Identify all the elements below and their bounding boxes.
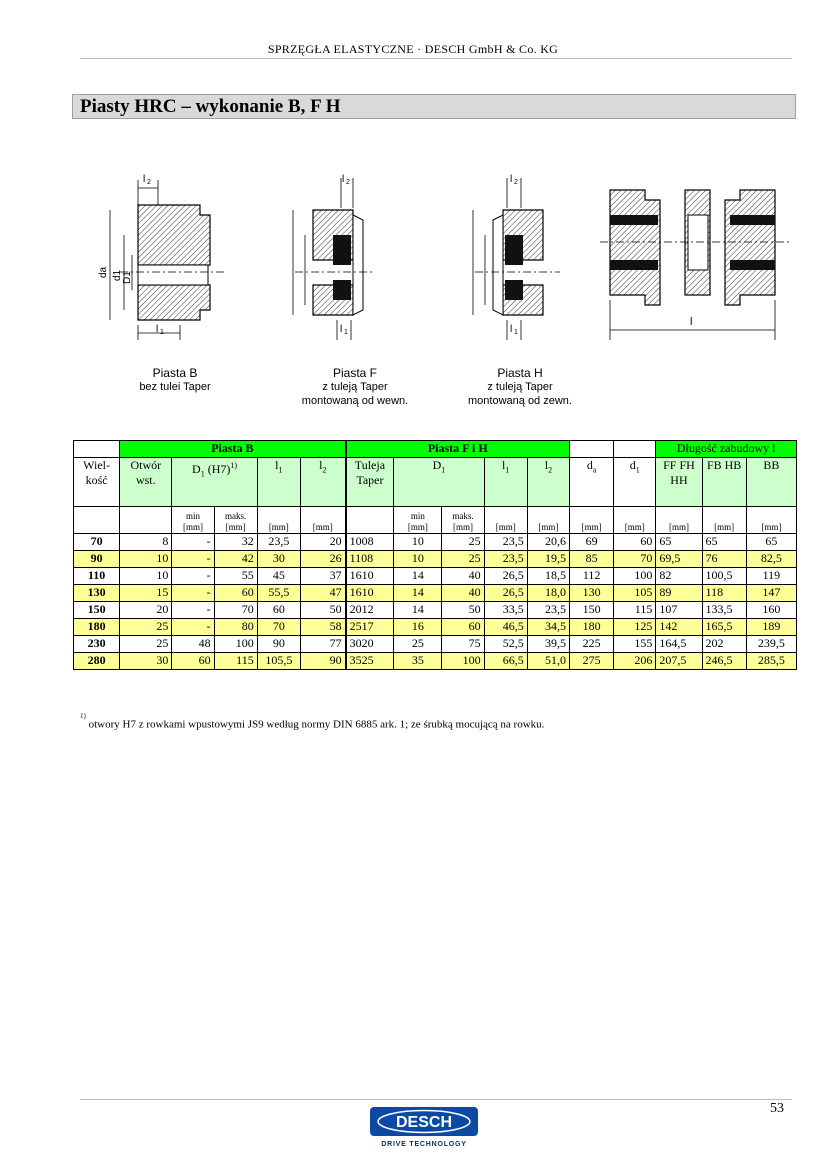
svg-text:l: l — [340, 324, 343, 335]
cell-ff: 65 — [656, 534, 702, 551]
cell-l2: 77 — [300, 636, 345, 653]
cell-tuleja: 1610 — [346, 585, 394, 602]
cell-dmin: - — [172, 568, 214, 585]
cell-fl1: 26,5 — [484, 568, 527, 585]
table-body — [74, 534, 797, 670]
svg-text:D1: D1 — [122, 271, 133, 284]
cell-fl1: 23,5 — [484, 534, 527, 551]
cell-fl1: 26,5 — [484, 585, 527, 602]
cell-d1: 206 — [614, 653, 656, 670]
cell-size: 180 — [74, 619, 120, 636]
table-column-header — [74, 458, 797, 507]
col-len-bb: BB — [746, 458, 796, 507]
header-rule — [80, 58, 792, 59]
cell-d1: 155 — [614, 636, 656, 653]
cell-otwor: 25 — [120, 636, 172, 653]
cell-l1: 23,5 — [257, 534, 300, 551]
caption-piasta-f-title: Piasta F — [332, 366, 377, 380]
cell-da: 130 — [570, 585, 614, 602]
desch-logo-svg — [368, 1106, 480, 1150]
table-row — [74, 585, 797, 602]
cell-bb: 65 — [746, 534, 796, 551]
drawing-assembly — [600, 190, 790, 340]
cell-fl2: 19,5 — [527, 551, 569, 568]
cell-da: 275 — [570, 653, 614, 670]
cell-fmin: 35 — [394, 653, 442, 670]
caption-piasta-h-title: Piasta H — [497, 366, 543, 380]
cell-da: 69 — [570, 534, 614, 551]
cell-dmin: - — [172, 619, 214, 636]
page-number: 53 — [770, 1101, 784, 1116]
svg-text:da: da — [98, 266, 109, 278]
cell-dmin: - — [172, 551, 214, 568]
caption-piasta-b — [115, 366, 235, 394]
cell-fb: 133,5 — [702, 602, 746, 619]
cell-size: 230 — [74, 636, 120, 653]
cell-ff: 107 — [656, 602, 702, 619]
cell-fl2: 23,5 — [527, 602, 569, 619]
cell-fmin: 25 — [394, 636, 442, 653]
cell-bb: 82,5 — [746, 551, 796, 568]
cell-dmin: 60 — [172, 653, 214, 670]
cell-d1: 100 — [614, 568, 656, 585]
cell-bb: 189 — [746, 619, 796, 636]
cell-ff: 164,5 — [656, 636, 702, 653]
col-l2-b: $l_2$ — [300, 458, 345, 507]
cell-fmin: 16 — [394, 619, 442, 636]
cell-l2: 90 — [300, 653, 345, 670]
cell-fl1: 66,5 — [484, 653, 527, 670]
table-row — [74, 551, 797, 568]
cell-bb: 239,5 — [746, 636, 796, 653]
desch-logo — [368, 1106, 480, 1150]
svg-text:l: l — [510, 174, 513, 185]
col-l1-b: $l_1$ — [257, 458, 300, 507]
col-l1-fh: $l_1$ — [484, 458, 527, 507]
cell-bb: 119 — [746, 568, 796, 585]
footnote-mark: 1) — [80, 712, 86, 720]
svg-text:2: 2 — [147, 179, 151, 186]
cell-tuleja: 3020 — [346, 636, 394, 653]
cell-l1: 30 — [257, 551, 300, 568]
section-title: Piasty HRC – wykonanie B, F H — [72, 94, 796, 119]
cell-bb: 285,5 — [746, 653, 796, 670]
caption-piasta-b-title: Piasta B — [152, 366, 198, 380]
cell-fb: 165,5 — [702, 619, 746, 636]
cell-size: 130 — [74, 585, 120, 602]
cell-l1: 70 — [257, 619, 300, 636]
col-da: $d_a$ — [570, 458, 614, 507]
col-l2-fh: $l_2$ — [527, 458, 569, 507]
svg-text:l: l — [510, 324, 513, 335]
cell-l2: 26 — [300, 551, 345, 568]
cell-dmax: 70 — [214, 602, 257, 619]
running-header: SPRZĘGŁA ELASTYCZNE · DESCH GmbH & Co. KG — [267, 42, 559, 56]
caption-piasta-h — [455, 366, 585, 408]
cell-dmax: 42 — [214, 551, 257, 568]
cell-l1: 55,5 — [257, 585, 300, 602]
col-d1: $d_1$ — [614, 458, 656, 507]
cell-fmax: 75 — [442, 636, 484, 653]
table-unit-row: min [mm] maks. [mm] [mm] [mm] min [mm] maks. [mm] [mm] [mm] [mm] [mm] [mm] [mm] [mm] — [74, 507, 797, 534]
cell-tuleja: 1008 — [346, 534, 394, 551]
cell-otwor: 20 — [120, 602, 172, 619]
cell-fb: 65 — [702, 534, 746, 551]
cell-tuleja: 1610 — [346, 568, 394, 585]
caption-piasta-f — [290, 366, 420, 408]
cell-fl1: 52,5 — [484, 636, 527, 653]
svg-text:1: 1 — [514, 329, 518, 336]
cell-da: 112 — [570, 568, 614, 585]
cell-bb: 147 — [746, 585, 796, 602]
cell-l1: 60 — [257, 602, 300, 619]
cell-fmin: 10 — [394, 534, 442, 551]
cell-l2: 47 — [300, 585, 345, 602]
cell-ff: 69,5 — [656, 551, 702, 568]
cell-ff: 207,5 — [656, 653, 702, 670]
table-row — [74, 619, 797, 636]
cell-fb: 76 — [702, 551, 746, 568]
cell-fmin: 10 — [394, 551, 442, 568]
cell-fmin: 14 — [394, 602, 442, 619]
svg-text:1: 1 — [160, 329, 164, 336]
cell-fl1: 23,5 — [484, 551, 527, 568]
cell-da: 150 — [570, 602, 614, 619]
drawing-piasta-b — [98, 174, 225, 340]
cell-fmin: 14 — [394, 585, 442, 602]
drawing-piasta-h — [473, 174, 560, 340]
cell-dmin: 48 — [172, 636, 214, 653]
technical-drawings — [70, 160, 800, 420]
cell-fb: 100,5 — [702, 568, 746, 585]
cell-fb: 202 — [702, 636, 746, 653]
cell-fmax: 40 — [442, 568, 484, 585]
cell-l2: 37 — [300, 568, 345, 585]
cell-l1: 105,5 — [257, 653, 300, 670]
cell-size: 280 — [74, 653, 120, 670]
cell-l2: 58 — [300, 619, 345, 636]
cell-dmax: 32 — [214, 534, 257, 551]
col-tuleja: Tuleja Taper — [346, 458, 394, 507]
drawing-piasta-f — [293, 174, 375, 340]
table-row — [74, 602, 797, 619]
cell-otwor: 8 — [120, 534, 172, 551]
cell-fl1: 46,5 — [484, 619, 527, 636]
cell-tuleja: 2012 — [346, 602, 394, 619]
cell-tuleja: 3525 — [346, 653, 394, 670]
cell-fb: 118 — [702, 585, 746, 602]
cell-dmax: 115 — [214, 653, 257, 670]
svg-text:2: 2 — [514, 179, 518, 186]
cell-otwor: 10 — [120, 568, 172, 585]
cell-bb: 160 — [746, 602, 796, 619]
cell-d1: 70 — [614, 551, 656, 568]
caption-piasta-f-line3: montowaną od wewn. — [301, 395, 409, 407]
cell-fb: 246,5 — [702, 653, 746, 670]
cell-d1: 115 — [614, 602, 656, 619]
label-l2-b: l — [143, 174, 146, 185]
cell-ff: 142 — [656, 619, 702, 636]
cell-fmax: 100 — [442, 653, 484, 670]
cell-fmax: 40 — [442, 585, 484, 602]
caption-piasta-b-subtitle: bez tulei Taper — [139, 381, 211, 393]
cell-dmax: 80 — [214, 619, 257, 636]
cell-fl2: 18,0 — [527, 585, 569, 602]
cell-ff: 82 — [656, 568, 702, 585]
cell-l2: 20 — [300, 534, 345, 551]
cell-otwor: 10 — [120, 551, 172, 568]
cell-d1: 60 — [614, 534, 656, 551]
cell-dmin: - — [172, 602, 214, 619]
label-l1-b: l — [156, 324, 159, 335]
footer-rule — [80, 1099, 792, 1100]
cell-dmin: - — [172, 534, 214, 551]
cell-fmax: 60 — [442, 619, 484, 636]
logo-wordmark: DESCH — [395, 1114, 453, 1131]
cell-da: 225 — [570, 636, 614, 653]
cell-l1: 45 — [257, 568, 300, 585]
col-len-ff: FF FH HH — [656, 458, 702, 507]
cell-d1: 105 — [614, 585, 656, 602]
cell-fmax: 50 — [442, 602, 484, 619]
group-dlugosc: Długość zabudowy l — [656, 441, 797, 458]
cell-fmin: 14 — [394, 568, 442, 585]
svg-text:l: l — [342, 174, 345, 185]
col-len-fb: FB HB — [702, 458, 746, 507]
cell-otwor: 25 — [120, 619, 172, 636]
col-d1-fh: $D_1$ — [394, 458, 484, 507]
group-piasta-fh: Piasta F i H — [346, 441, 570, 458]
cell-size: 90 — [74, 551, 120, 568]
table-row — [74, 568, 797, 585]
cell-fl2: 34,5 — [527, 619, 569, 636]
group-piasta-b: Piasta B — [120, 441, 346, 458]
cell-size: 70 — [74, 534, 120, 551]
cell-fl2: 39,5 — [527, 636, 569, 653]
caption-piasta-f-subtitle: z tuleją Taper — [322, 381, 388, 393]
logo-tagline: DRIVE TECHNOLOGY — [381, 1141, 467, 1148]
cell-fl2: 20,6 — [527, 534, 569, 551]
table-row — [74, 636, 797, 653]
cell-dmax: 60 — [214, 585, 257, 602]
caption-piasta-h-line3: montowaną od zewn. — [468, 395, 572, 407]
cell-fmax: 25 — [442, 551, 484, 568]
cell-tuleja: 2517 — [346, 619, 394, 636]
cell-fmax: 25 — [442, 534, 484, 551]
cell-fl2: 18,5 — [527, 568, 569, 585]
svg-text:2: 2 — [346, 179, 350, 186]
footnote — [80, 712, 545, 731]
cell-ff: 89 — [656, 585, 702, 602]
cell-otwor: 15 — [120, 585, 172, 602]
table-row — [74, 653, 797, 670]
cell-dmax: 100 — [214, 636, 257, 653]
cell-l1: 90 — [257, 636, 300, 653]
col-d1-b: $D_1$ $(H7)^{1)}$ — [172, 458, 257, 507]
cell-tuleja: 1108 — [346, 551, 394, 568]
spec-table — [73, 440, 797, 670]
col-otwor: Otwór wst. — [120, 458, 172, 507]
col-size: Wiel-kość — [74, 458, 120, 507]
cell-dmax: 55 — [214, 568, 257, 585]
svg-text:d1: d1 — [112, 269, 123, 281]
cell-fl1: 33,5 — [484, 602, 527, 619]
cell-d1: 125 — [614, 619, 656, 636]
svg-text:1: 1 — [344, 329, 348, 336]
cell-size: 110 — [74, 568, 120, 585]
svg-text:l: l — [690, 316, 693, 328]
caption-piasta-h-subtitle: z tuleją Taper — [487, 381, 553, 393]
cell-otwor: 30 — [120, 653, 172, 670]
cell-size: 150 — [74, 602, 120, 619]
cell-l2: 50 — [300, 602, 345, 619]
cell-fl2: 51,0 — [527, 653, 569, 670]
cell-dmin: - — [172, 585, 214, 602]
table-group-header — [74, 441, 797, 458]
cell-da: 85 — [570, 551, 614, 568]
cell-da: 180 — [570, 619, 614, 636]
footnote-text: otwory H7 z rowkami wpustowymi JS9 według normy DIN 6885 ark. 1; ze śrubką mocującą na rowku. — [85, 718, 545, 731]
table-row — [74, 534, 797, 551]
